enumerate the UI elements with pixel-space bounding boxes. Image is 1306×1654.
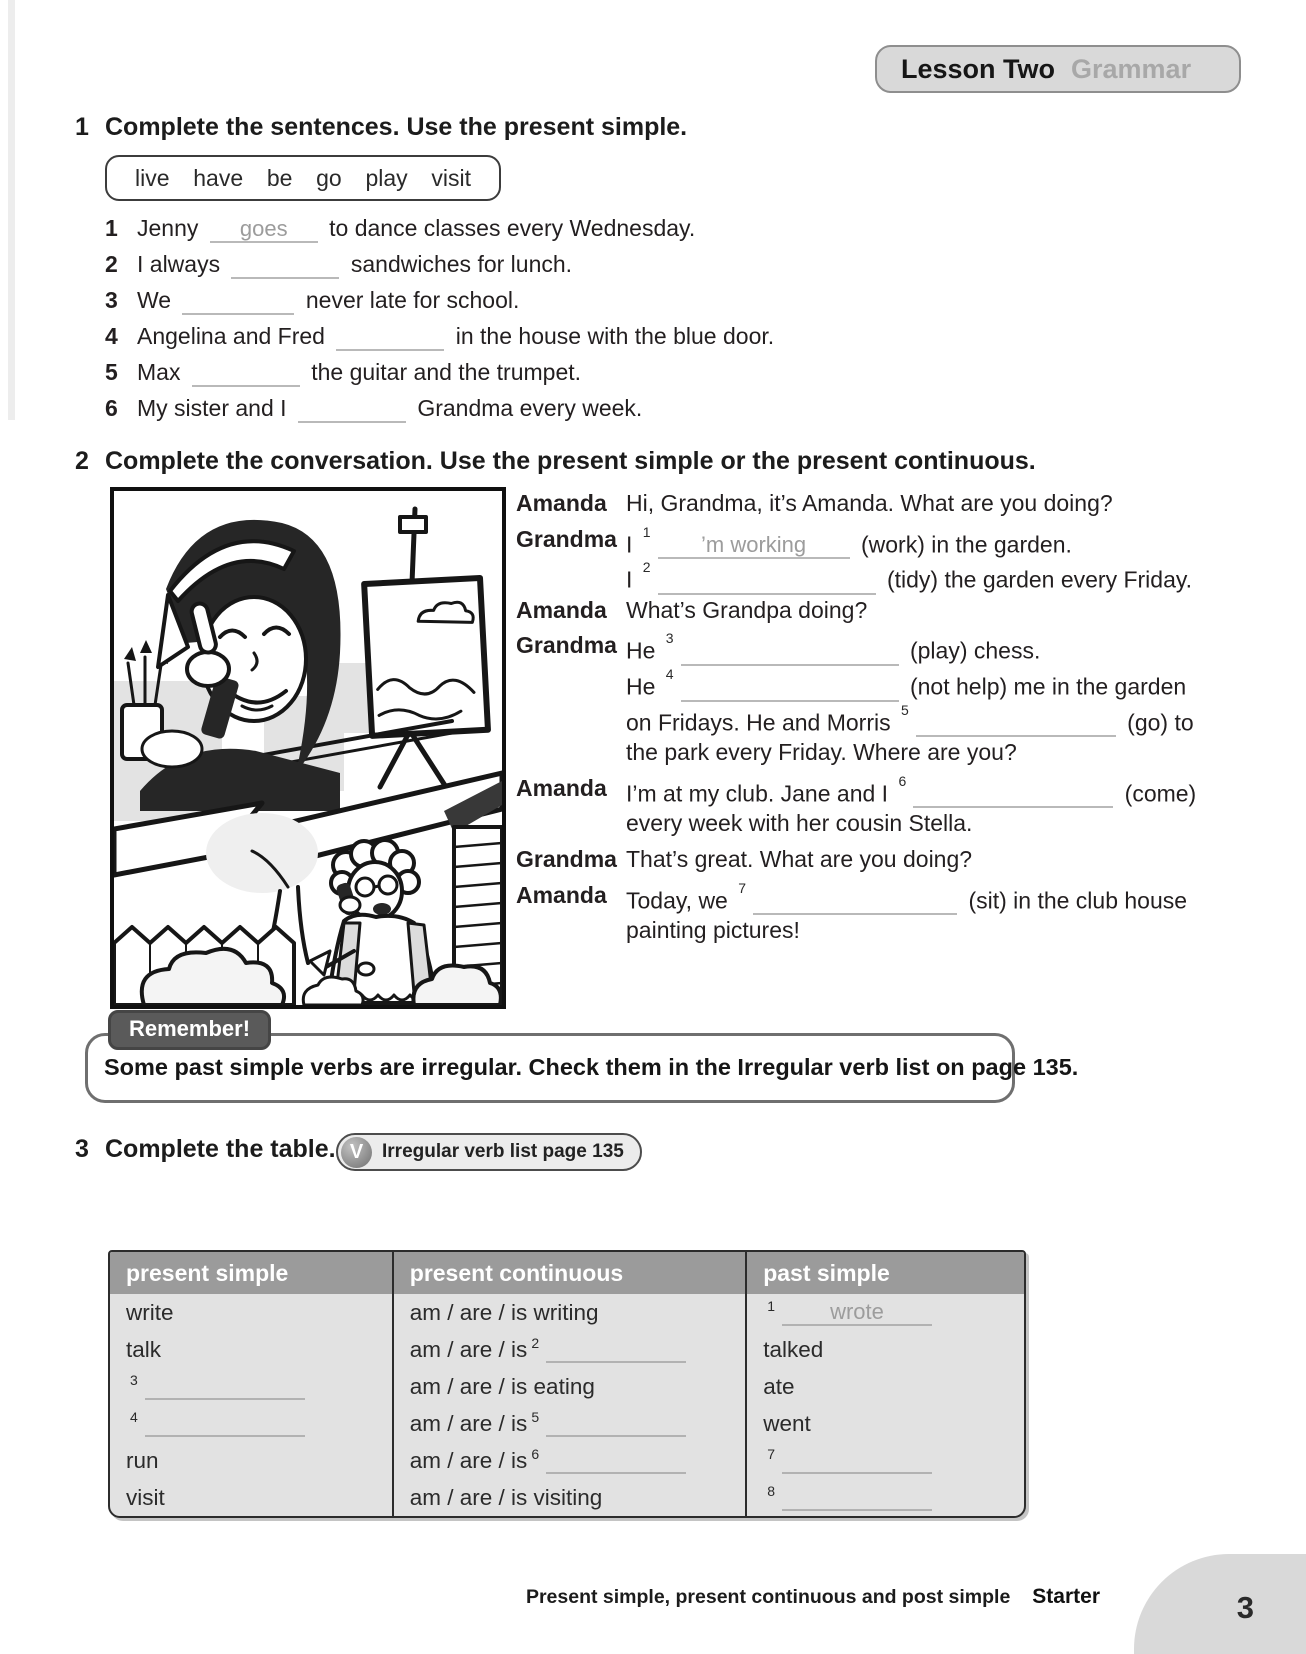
text-segment: am / are / is writing — [409, 1299, 599, 1325]
table-cell — [392, 1479, 745, 1516]
answer-blank — [546, 1448, 686, 1474]
sentence-number: 6 — [105, 395, 118, 421]
blank-number: 1 — [642, 523, 651, 540]
text-segment: (sit) in the club house — [968, 887, 1188, 914]
conversation-row — [516, 771, 1197, 807]
lesson-banner — [875, 45, 1241, 93]
speaker-name: Grandma — [516, 525, 617, 552]
conversation-text — [626, 628, 1040, 664]
table-header-cell: present continuous — [392, 1252, 745, 1294]
blank-number: 7 — [738, 879, 747, 896]
answer-blank — [546, 1337, 686, 1363]
text-segment: (come) — [1124, 780, 1197, 807]
text-segment: am / are / is visiting — [409, 1484, 603, 1510]
conversation-text — [626, 522, 1072, 558]
table-cell — [110, 1331, 392, 1368]
blank-number: 5 — [900, 701, 909, 718]
text-segment: (tidy) the garden every Friday. — [886, 566, 1193, 593]
table-cell — [392, 1331, 745, 1368]
text-segment: painting pictures! — [626, 917, 800, 944]
text-segment: on Fridays. He and Morris — [626, 709, 891, 736]
conversation — [516, 486, 1197, 949]
footer — [526, 1585, 1100, 1609]
sentence-list — [105, 210, 1245, 426]
footer-caption: Present simple, present continuous and post simple — [525, 1586, 1011, 1608]
verb-table — [108, 1250, 1026, 1518]
answer-blank — [913, 782, 1113, 808]
table-row — [110, 1368, 1024, 1405]
sentence-number: 1 — [105, 215, 118, 241]
text-segment: the park every Friday. Where are you? — [626, 739, 1017, 766]
exercise2-number: 2 — [75, 447, 89, 475]
text-segment: I — [626, 566, 633, 593]
answer-blank — [145, 1374, 305, 1400]
speaker-name: Amanda — [516, 596, 607, 623]
table-row — [110, 1294, 1024, 1331]
conversation-row — [516, 593, 1188, 629]
table-row — [110, 1331, 1024, 1368]
answer-blank — [231, 253, 339, 279]
text-segment: every week with her cousin Stella. — [626, 810, 973, 837]
lesson-title: Lesson Two — [901, 53, 1056, 84]
table-cell — [110, 1405, 392, 1442]
table-cell — [110, 1479, 392, 1516]
sentence-text — [137, 246, 572, 282]
speaker-name — [516, 700, 626, 736]
blank-number: 3 — [130, 1371, 138, 1388]
exercise1-number: 1 — [75, 113, 89, 141]
conversation-text — [626, 557, 1192, 593]
text-segment: I — [626, 531, 633, 558]
text-segment: He — [626, 638, 656, 665]
text-segment: Hi, Grandma, it’s Amanda. What are you doing? — [626, 490, 1113, 516]
text-segment: sandwiches for lunch. — [350, 251, 573, 277]
sentence-row — [105, 390, 1245, 426]
table-cell — [745, 1294, 1024, 1331]
table-cell — [110, 1442, 392, 1479]
conversation-text — [626, 771, 1196, 807]
speaker-name — [516, 735, 626, 771]
lesson-subject: Grammar — [1071, 53, 1192, 84]
blank-number: 4 — [665, 665, 674, 682]
exercise1-title: Complete the sentences. Use the present simple. — [105, 113, 688, 141]
table-header-row — [110, 1252, 1024, 1294]
text-segment: My sister and I — [137, 395, 287, 421]
conversation-text — [626, 878, 1187, 914]
table-row — [110, 1442, 1024, 1479]
exercise1-heading — [75, 113, 687, 142]
text-segment: talk — [126, 1336, 162, 1362]
conversation-row — [516, 664, 1188, 700]
text-segment: Angelina and Fred — [137, 323, 325, 349]
conversation-row — [516, 806, 1188, 842]
table-row — [110, 1479, 1024, 1516]
answer-blank: ’m working — [658, 533, 850, 559]
text-segment: in the house with the blue door. — [455, 323, 775, 349]
answer-blank: goes — [210, 217, 318, 243]
sentence-number: 5 — [105, 359, 118, 385]
exercise3-title: Complete the table. — [105, 1135, 336, 1163]
text-segment: am / are / is — [409, 1447, 528, 1473]
text-segment: That’s great. What are you doing? — [626, 845, 973, 872]
table-header-cell: present simple — [126, 1259, 289, 1286]
page-corner — [1134, 1554, 1306, 1654]
table-cell — [745, 1479, 1024, 1516]
word-bank — [105, 155, 501, 201]
footer-level: Starter — [1032, 1585, 1100, 1608]
speaker-name — [516, 806, 626, 842]
sentence-number: 2 — [105, 251, 118, 277]
answer-blank — [145, 1411, 305, 1437]
exercise3-number: 3 — [75, 1135, 89, 1163]
text-segment: (play) chess. — [909, 638, 1041, 665]
blank-number: 5 — [531, 1408, 540, 1425]
blank-number: 1 — [767, 1297, 775, 1314]
remember-text: Some past simple verbs are irregular. Check them in the Irregular verb list on page 135. — [104, 1054, 1079, 1080]
conversation-row — [516, 735, 1188, 771]
table-cell — [110, 1368, 392, 1405]
sentence-text — [137, 354, 581, 390]
table-cell — [745, 1405, 1024, 1442]
table-cell — [745, 1368, 1024, 1405]
answer-blank — [658, 569, 876, 595]
table-row — [110, 1405, 1024, 1442]
text-segment: visit — [126, 1484, 165, 1510]
text-segment: (go) to — [1127, 709, 1194, 736]
conversation-text — [626, 735, 1017, 771]
verb-badge-label: Irregular verb list page 135 — [382, 1141, 624, 1162]
sentence-number: 4 — [105, 323, 118, 349]
blank-number: 4 — [130, 1408, 138, 1425]
text-segment: to dance classes every Wednesday. — [329, 215, 696, 241]
text-segment: (not help) me in the garden — [909, 673, 1187, 700]
table-cell — [392, 1294, 745, 1331]
illustration-drawing — [114, 491, 502, 1005]
text-segment: What’s Grandpa doing? — [626, 596, 868, 623]
word-bank-item: have — [193, 164, 244, 191]
speaker-name: Grandma — [516, 845, 617, 872]
blank-number: 2 — [642, 559, 651, 576]
conversation-text — [626, 486, 1113, 522]
conversation-row — [516, 628, 1188, 664]
blank-number: 7 — [767, 1445, 775, 1462]
text-segment: Today, we — [626, 887, 728, 914]
text-segment: talked — [763, 1336, 824, 1362]
table-cell — [110, 1294, 392, 1331]
text-segment: the guitar and the trumpet. — [311, 359, 582, 385]
sentence-row — [105, 282, 1245, 318]
sentence-row — [105, 318, 1245, 354]
text-segment: write — [126, 1299, 174, 1325]
conversation-text — [626, 806, 972, 842]
speaker-name: Amanda — [516, 881, 607, 908]
word-bank-item: play — [365, 164, 408, 191]
text-segment: am / are / is eating — [409, 1373, 595, 1399]
exercise3-heading — [75, 1135, 336, 1164]
conversation-row — [516, 700, 1194, 736]
text-segment: Grandma every week. — [417, 395, 643, 421]
verb-badge-icon: V — [341, 1137, 372, 1168]
blank-number: 6 — [898, 772, 907, 789]
conversation-row — [516, 878, 1188, 914]
answer-blank — [681, 640, 899, 666]
text-segment: am / are / is — [409, 1336, 528, 1362]
sentence-text — [137, 210, 695, 246]
answer-blank — [782, 1485, 932, 1511]
answer-blank — [298, 397, 406, 423]
sentence-row — [105, 210, 1245, 246]
speaker-name — [516, 557, 626, 593]
table-cell — [392, 1442, 745, 1479]
conversation-row — [516, 486, 1188, 522]
conversation-row — [516, 842, 1188, 878]
blank-number: 8 — [767, 1482, 775, 1499]
conversation-text — [626, 913, 800, 949]
text-segment: ate — [763, 1373, 795, 1399]
sentence-text — [137, 282, 519, 318]
table-cell — [745, 1331, 1024, 1368]
text-segment: run — [126, 1447, 159, 1473]
blank-number: 6 — [531, 1445, 540, 1462]
word-bank-item: be — [266, 164, 293, 191]
text-segment: went — [763, 1410, 811, 1436]
text-segment: We — [137, 287, 172, 313]
speaker-name — [516, 913, 626, 949]
conversation-text — [626, 700, 1194, 736]
conversation-illustration — [110, 487, 506, 1009]
sentence-text — [137, 390, 642, 426]
text-segment: Max — [137, 359, 181, 385]
conversation-row — [516, 557, 1193, 593]
answer-blank — [753, 889, 957, 915]
answer-blank — [782, 1448, 932, 1474]
word-bank-item: visit — [431, 164, 471, 191]
sentence-text — [137, 318, 774, 354]
text-segment: never late for school. — [305, 287, 520, 313]
conversation-text — [626, 593, 867, 629]
sentence-number: 3 — [105, 287, 118, 313]
exercise2-heading — [75, 447, 1036, 476]
conversation-row — [516, 522, 1188, 558]
conversation-row — [516, 913, 1188, 949]
text-segment: am / are / is — [409, 1410, 528, 1436]
sentence-row — [105, 246, 1245, 282]
answer-blank — [546, 1411, 686, 1437]
text-segment: Jenny — [137, 215, 199, 241]
exercise2-title: Complete the conversation. Use the present simple or the present continuous. — [105, 447, 1036, 475]
text-segment: He — [626, 673, 656, 700]
answer-blank — [916, 711, 1116, 737]
word-bank-item: live — [135, 164, 170, 191]
word-bank-item: go — [316, 164, 342, 191]
speaker-name — [516, 664, 626, 700]
answer-blank — [681, 676, 899, 702]
conversation-text — [626, 842, 972, 878]
page-gutter — [8, 0, 15, 420]
verb-list-badge — [336, 1133, 642, 1171]
blank-number: 2 — [531, 1334, 540, 1351]
table-cell — [745, 1442, 1024, 1479]
text-segment: I’m at my club. Jane and I — [626, 780, 889, 807]
conversation-text — [626, 664, 1186, 700]
text-segment: (work) in the garden. — [860, 531, 1072, 558]
page-number: 3 — [1236, 1590, 1254, 1625]
remember-tab: Remember! — [108, 1010, 271, 1050]
speaker-name: Amanda — [516, 774, 607, 801]
text-segment: I always — [137, 251, 221, 277]
answer-blank — [192, 361, 300, 387]
table-cell — [392, 1368, 745, 1405]
blank-number: 3 — [665, 630, 674, 647]
answer-blank — [336, 325, 444, 351]
speaker-name: Amanda — [516, 490, 607, 516]
answer-blank: wrote — [782, 1300, 932, 1326]
sentence-row — [105, 354, 1245, 390]
table-cell — [392, 1405, 745, 1442]
answer-blank — [182, 289, 294, 315]
speaker-name: Grandma — [516, 632, 617, 659]
table-header-cell: past simple — [745, 1252, 1024, 1294]
